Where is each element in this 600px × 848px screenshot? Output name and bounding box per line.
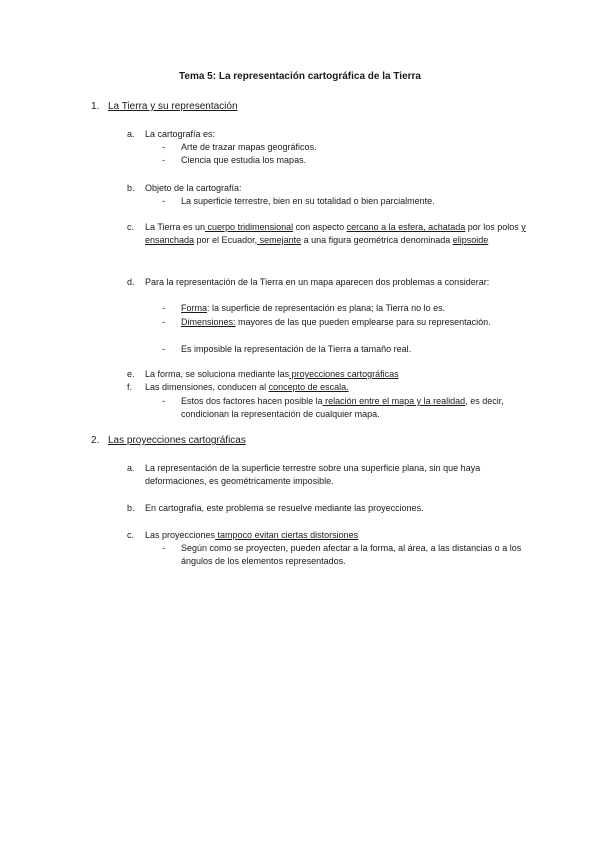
dash-bullet: - — [162, 396, 165, 406]
item-text: La representación de la superficie terrestre sobre una superficie plana, sin que haya deformaciones, es geométricamente imposible. — [145, 463, 481, 486]
section-1-heading — [91, 101, 238, 112]
sub-item-text: La superficie terrestre, bien en su totalidad o bien parcialmente. — [181, 196, 435, 206]
item-letter: d. — [127, 277, 135, 287]
item-text: En cartografía, este problema se resuelve mediante las proyecciones. — [145, 503, 424, 513]
sub-item — [162, 302, 522, 315]
section-2-heading — [91, 435, 246, 446]
sub-item — [162, 316, 522, 329]
list-item-1c — [127, 221, 527, 247]
item-text: Las proyecciones tampoco evitan ciertas distorsiones — [145, 530, 359, 540]
list-item-2b — [127, 502, 527, 515]
section-number: 2. — [91, 435, 100, 446]
item-letter: b. — [127, 503, 135, 513]
dash-bullet: - — [162, 142, 165, 152]
sub-item — [162, 395, 522, 421]
sub-item-text: Ciencia que estudia los mapas. — [181, 155, 307, 165]
list-item-2a — [127, 462, 527, 488]
item-letter: c. — [127, 530, 135, 540]
sub-item-text: Forma: la superficie de representación es plana; la Tierra no lo es. — [181, 303, 446, 313]
sub-item — [162, 343, 522, 356]
sub-item-text: Es imposible la representación de la Tierra a tamaño real. — [181, 344, 412, 354]
item-letter: e. — [127, 369, 135, 379]
dash-bullet: - — [162, 196, 165, 206]
sub-item-text: Según como se proyecten, pueden afectar a la forma, al área, a las distancias o a los ángulos de los elementos representados. — [181, 543, 522, 566]
document-title: Tema 5: La representación cartográfica de la Tierra — [179, 71, 421, 82]
sub-item — [162, 195, 522, 208]
sub-item — [162, 141, 522, 154]
item-letter: c. — [127, 222, 135, 232]
section-label: La Tierra y su representación — [108, 101, 238, 112]
item-text: Para la representación de la Tierra en un mapa aparecen dos problemas a considerar: — [145, 277, 490, 287]
list-item-1d — [127, 276, 527, 289]
dash-bullet: - — [162, 317, 165, 327]
sub-item-text: Estos dos factores hacen posible la relación entre el mapa y la realidad, es decir, condicionan la representación de cualquier mapa. — [181, 396, 504, 419]
list-item-2c — [127, 529, 527, 542]
item-letter: a. — [127, 129, 135, 139]
sub-item — [162, 154, 522, 167]
list-item-1b — [127, 182, 527, 195]
item-text: Las dimensiones, conducen al concepto de escala. — [145, 382, 349, 392]
item-letter: a. — [127, 463, 135, 473]
section-number: 1. — [91, 101, 100, 112]
item-text: La cartografía es: — [145, 129, 216, 139]
sub-item — [162, 542, 522, 568]
sub-item-text: Dimensiones: mayores de las que pueden emplearse para su representación. — [181, 317, 491, 327]
section-label: Las proyecciones cartográficas — [108, 435, 246, 446]
sub-item-text: Arte de trazar mapas geográficos. — [181, 142, 317, 152]
item-text: Objeto de la cartografía: — [145, 183, 242, 193]
dash-bullet: - — [162, 303, 165, 313]
list-item-1f — [127, 381, 527, 394]
list-item-1e — [127, 368, 527, 381]
item-letter: f. — [127, 382, 133, 392]
item-text: La forma, se soluciona mediante las proyecciones cartográficas — [145, 369, 399, 379]
item-text: La Tierra es un cuerpo tridimensional con aspecto cercano a la esfera, achatada por los polos y ensanchada por el Ecuador, semejante a una figura geométrica denominada elipsoide — [145, 222, 526, 245]
list-item-1a — [127, 128, 527, 141]
dash-bullet: - — [162, 543, 165, 553]
dash-bullet: - — [162, 155, 165, 165]
dash-bullet: - — [162, 344, 165, 354]
item-letter: b. — [127, 183, 135, 193]
